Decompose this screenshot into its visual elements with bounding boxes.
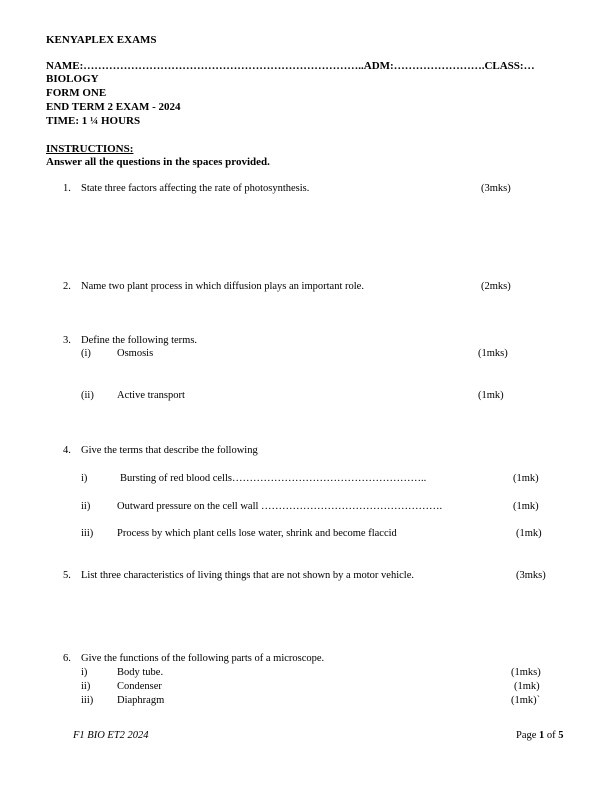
page-total: 5 xyxy=(558,730,564,741)
q6-part-marks: (1mks) xyxy=(511,667,541,678)
subject: BIOLOGY xyxy=(46,73,99,85)
q4-text: Give the terms that describe the following xyxy=(81,445,258,456)
q4-part-text: Outward pressure on the cell wall ……………………………………………. xyxy=(117,501,443,512)
page-current: 1 xyxy=(539,730,545,741)
q4-part-text: Process by which plant cells lose water, shrink and become flaccid xyxy=(117,528,397,539)
q4-part-marks: (1mk) xyxy=(513,501,539,512)
q3-number: 3. xyxy=(63,335,71,346)
q4-part-text: Bursting of red blood cells……………………………………………….. xyxy=(120,473,427,484)
q6-part-label: iii) xyxy=(81,695,94,706)
q2-text: Name two plant process in which diffusion plays an important role. xyxy=(81,281,364,292)
footer-code: F1 BIO ET2 2024 xyxy=(73,730,149,741)
q4-part-label: iii) xyxy=(81,528,94,539)
q2-marks: (2mks) xyxy=(481,281,511,292)
q4-part-label: ii) xyxy=(81,501,91,512)
q3-part-text: Active transport xyxy=(117,390,185,401)
q6-part-label: i) xyxy=(81,667,88,678)
exam-time: TIME: 1 ¼ HOURS xyxy=(46,115,141,127)
page-prefix: Page xyxy=(516,730,540,741)
q6-part-marks: (1mk)` xyxy=(511,695,541,706)
q6-text: Give the functions of the following parts of a microscope. xyxy=(81,653,325,664)
page-of: of xyxy=(544,730,559,741)
q3-part-marks: (1mk) xyxy=(478,390,504,401)
q6-part-text: Condenser xyxy=(117,681,162,692)
q1-number: 1. xyxy=(63,183,71,194)
form-level: FORM ONE xyxy=(46,87,107,99)
q3-text: Define the following terms. xyxy=(81,335,198,346)
q4-part-marks: (1mk) xyxy=(513,473,539,484)
q5-number: 5. xyxy=(63,570,71,581)
q4-part-label: i) xyxy=(81,473,88,484)
q1-marks: (3mks) xyxy=(481,183,511,194)
name-adm-class-line: NAME:…………………………………………………………………..ADM:…………………….CLASS:… xyxy=(46,60,535,72)
school-name: KENYAPLEX EXAMS xyxy=(46,34,157,46)
q2-number: 2. xyxy=(63,281,71,292)
q6-part-label: ii) xyxy=(81,681,91,692)
q6-part-text: Body tube. xyxy=(117,667,164,678)
q3-part-label: (i) xyxy=(81,348,91,359)
instructions-title: INSTRUCTIONS: xyxy=(46,143,134,155)
instructions-text: Answer all the questions in the spaces provided. xyxy=(46,156,270,168)
q6-part-marks: (1mk) xyxy=(514,681,540,692)
q5-text: List three characteristics of living things that are not shown by a motor vehicle. xyxy=(81,570,414,581)
q3-part-text: Osmosis xyxy=(117,348,154,359)
q6-number: 6. xyxy=(63,653,71,664)
q6-part-text: Diaphragm xyxy=(117,695,165,706)
q1-text: State three factors affecting the rate of photosynthesis. xyxy=(81,183,310,194)
q3-part-label: (ii) xyxy=(81,390,94,401)
q4-part-marks: (1mk) xyxy=(516,528,542,539)
exam-title: END TERM 2 EXAM - 2024 xyxy=(46,101,181,113)
q5-marks: (3mks) xyxy=(516,570,546,581)
q3-part-marks: (1mks) xyxy=(478,348,508,359)
page-number xyxy=(516,731,564,742)
q4-number: 4. xyxy=(63,445,71,456)
